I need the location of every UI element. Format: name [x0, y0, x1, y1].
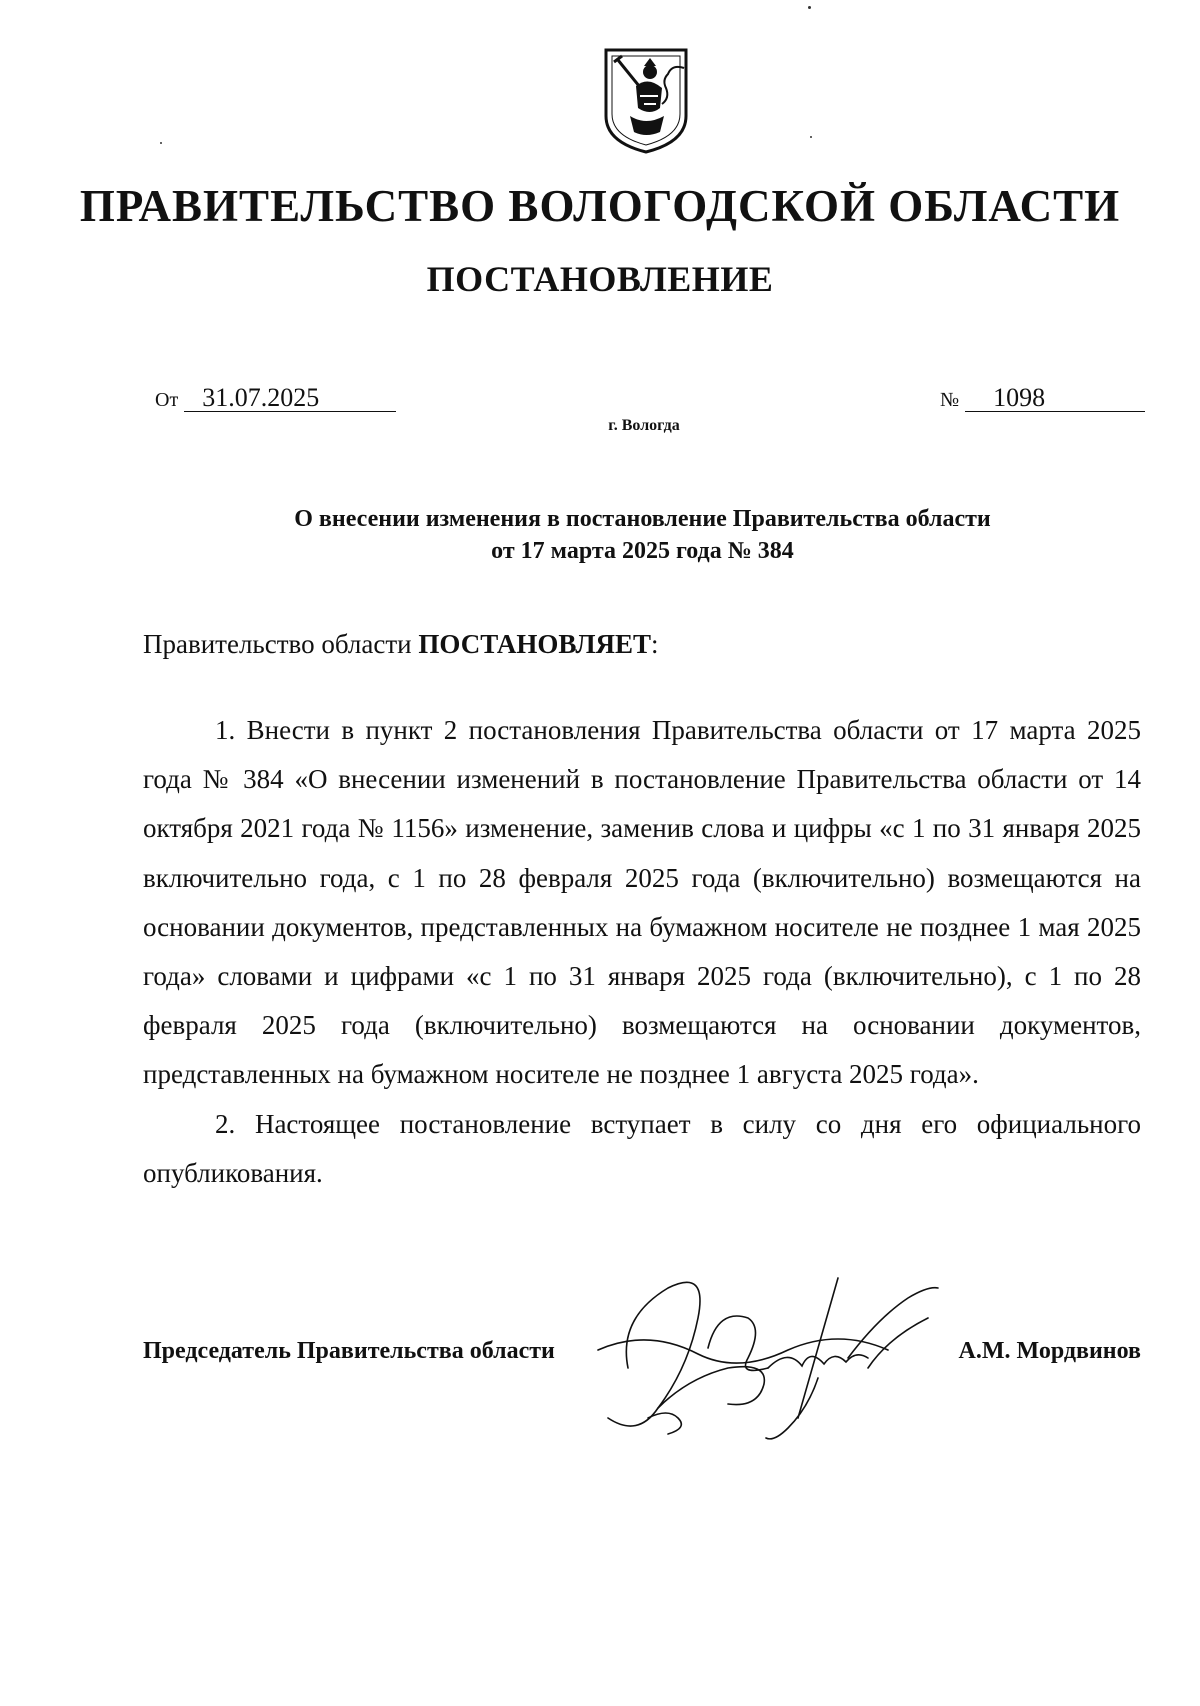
- handwritten-signature-image: [588, 1258, 948, 1458]
- preamble: [143, 629, 659, 660]
- document-number-row: [940, 385, 1145, 412]
- scan-speck: [160, 142, 162, 144]
- preamble-colon: :: [650, 629, 659, 659]
- signatory-name: А.М. Мордвинов: [958, 1338, 1141, 1364]
- document-subject: [0, 503, 1200, 567]
- authority-title: ПРАВИТЕЛЬСТВО ВОЛОГОДСКОЙ ОБЛАСТИ: [79, 181, 1121, 231]
- preamble-verb: ПОСТАНОВЛЯЕТ: [418, 629, 651, 659]
- city-label: г. Вологда: [608, 417, 680, 434]
- body-paragraph-2: 2. Настоящее постановление вступает в силу со дня его официального опубликования.: [143, 1108, 1141, 1188]
- subject-line-2: от 17 марта 2025 года № 384: [491, 538, 794, 564]
- document-date: 31.07.2025: [184, 385, 396, 412]
- document-date-row: [155, 385, 396, 412]
- scan-speck: [808, 6, 811, 9]
- document-number: 1098: [965, 385, 1145, 412]
- preamble-text: Правительство области: [143, 629, 412, 659]
- document-type: ПОСТАНОВЛЕНИЕ: [426, 259, 774, 299]
- number-prefix: №: [940, 389, 960, 411]
- signatory-title: Председатель Правительства области: [143, 1338, 555, 1364]
- body-paragraph-1: 1. Внести в пункт 2 постановления Правительства области от 17 марта 2025 года № 384 «О внесении изменений в постановление Правительства области от 14 октября 2021 года № 1156» изменение, заменив слова и цифры «с 1 по 31 января 2025 включительно года, с 1 по 28 февраля 2025 года (включительно) возмещаются на основании документов, представленных на бумажном носителе не позднее 1 мая 2025 года» словами и цифрами «с 1 по 31 января 2025 года (включительно), с 1 по 28 февраля 2025 года (включительно) возмещаются на основании документов, представленных на бумажном носителе не позднее 1 августа 2025 года».: [143, 715, 1141, 1090]
- scan-speck: [810, 136, 812, 138]
- document-body: [143, 706, 1141, 1198]
- coat-of-arms-icon: [600, 46, 692, 156]
- date-prefix: От: [155, 389, 179, 411]
- subject-line-1: О внесении изменения в постановление Правительства области: [294, 506, 991, 532]
